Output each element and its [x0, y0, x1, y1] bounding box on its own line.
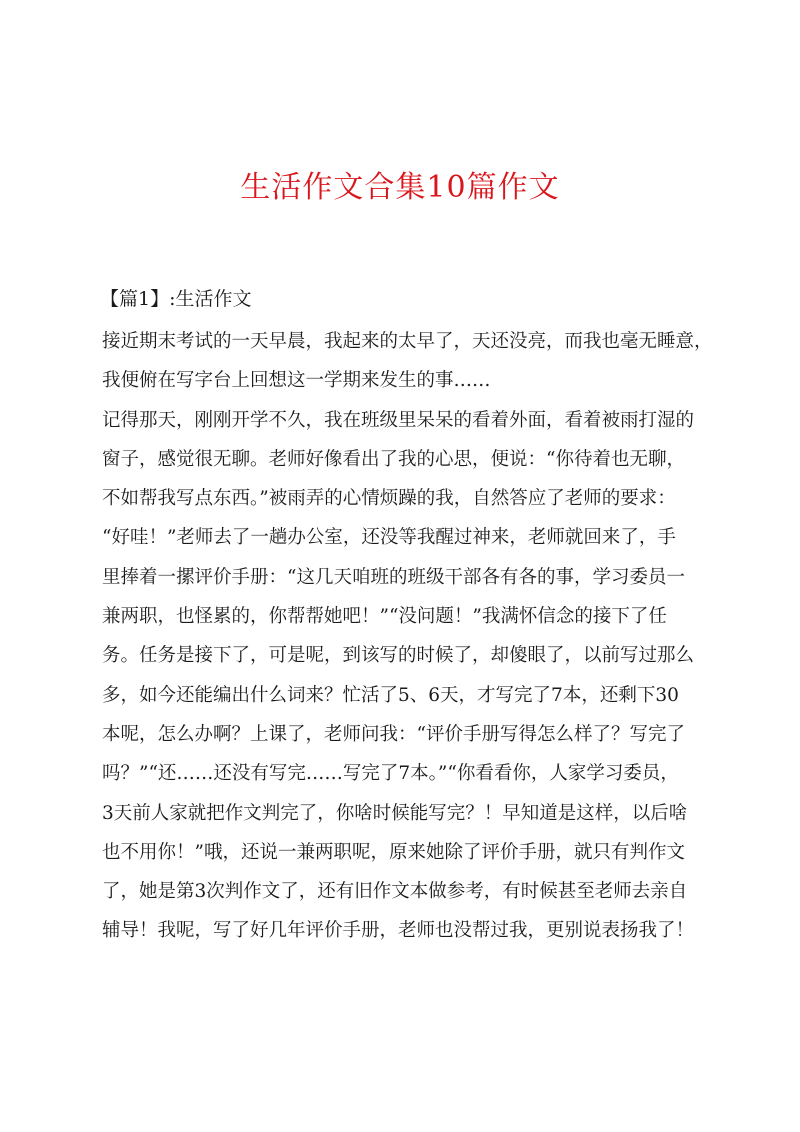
text-line: 窗子，感觉很无聊。老师好像看出了我的心思，便说：“你待着也无聊，: [102, 448, 685, 470]
text-line: 本呢，怎么办啊？上课了，老师问我：“评价手册写得怎么样了？写完了: [102, 723, 685, 745]
text-line: 记得那天，刚刚开学不久，我在班级里呆呆的看着外面，看着被雨打湿的: [102, 409, 695, 431]
text-line: 了，她是第3次判作文了，还有旧作文本做参考，有时候甚至老师去亲自: [102, 881, 688, 903]
document-title: 生活作文合集10篇作文: [240, 170, 560, 205]
text-line: 3天前人家就把作文判完了，你啥时候能写完？！早知道是这样，以后啥: [102, 802, 688, 824]
section-heading: 【篇1】:生活作文: [100, 288, 252, 310]
text-line: 也不用你！”哦，还说一兼两职呢，原来她除了评价手册，就只有判作文: [102, 841, 685, 863]
body-text: [102, 322, 713, 951]
text-line: 接近期末考试的一天早晨，我起来的太早了，天还没亮，而我也毫无睡意，: [102, 331, 713, 352]
text-line: “好哇！”老师去了一趟办公室，还没等我醒过神来，老师就回来了，手: [102, 527, 676, 549]
text-line: 辅导！我呢，写了好几年评价手册，老师也没帮过我，更别说表扬我了！: [102, 920, 695, 942]
text-line: 我便俯在写字台上回想这一学期来发生的事……: [102, 370, 491, 392]
text-line: 吗？”“还……还没有写完……写完了7本。”“你看看你，人家学习委员，: [102, 763, 679, 785]
text-line: 务。任务是接下了，可是呢，到该写的时候了，却傻眼了，以前写过那么: [102, 645, 695, 667]
text-line: 里捧着一摞评价手册：“这几天咱班的班级干部各有各的事，学习委员一: [102, 566, 685, 588]
text-line: 多，如今还能编出什么词来？忙活了5、6天，才写完了7本，还剩下30: [102, 684, 679, 706]
text-line: 兼两职，也怪累的，你帮帮她吧！”“没问题！”我满怀信念的接下了任: [102, 606, 667, 628]
text-line: 不如帮我写点东西。”被雨弄的心情烦躁的我，自然答应了老师的要求：: [102, 488, 676, 510]
